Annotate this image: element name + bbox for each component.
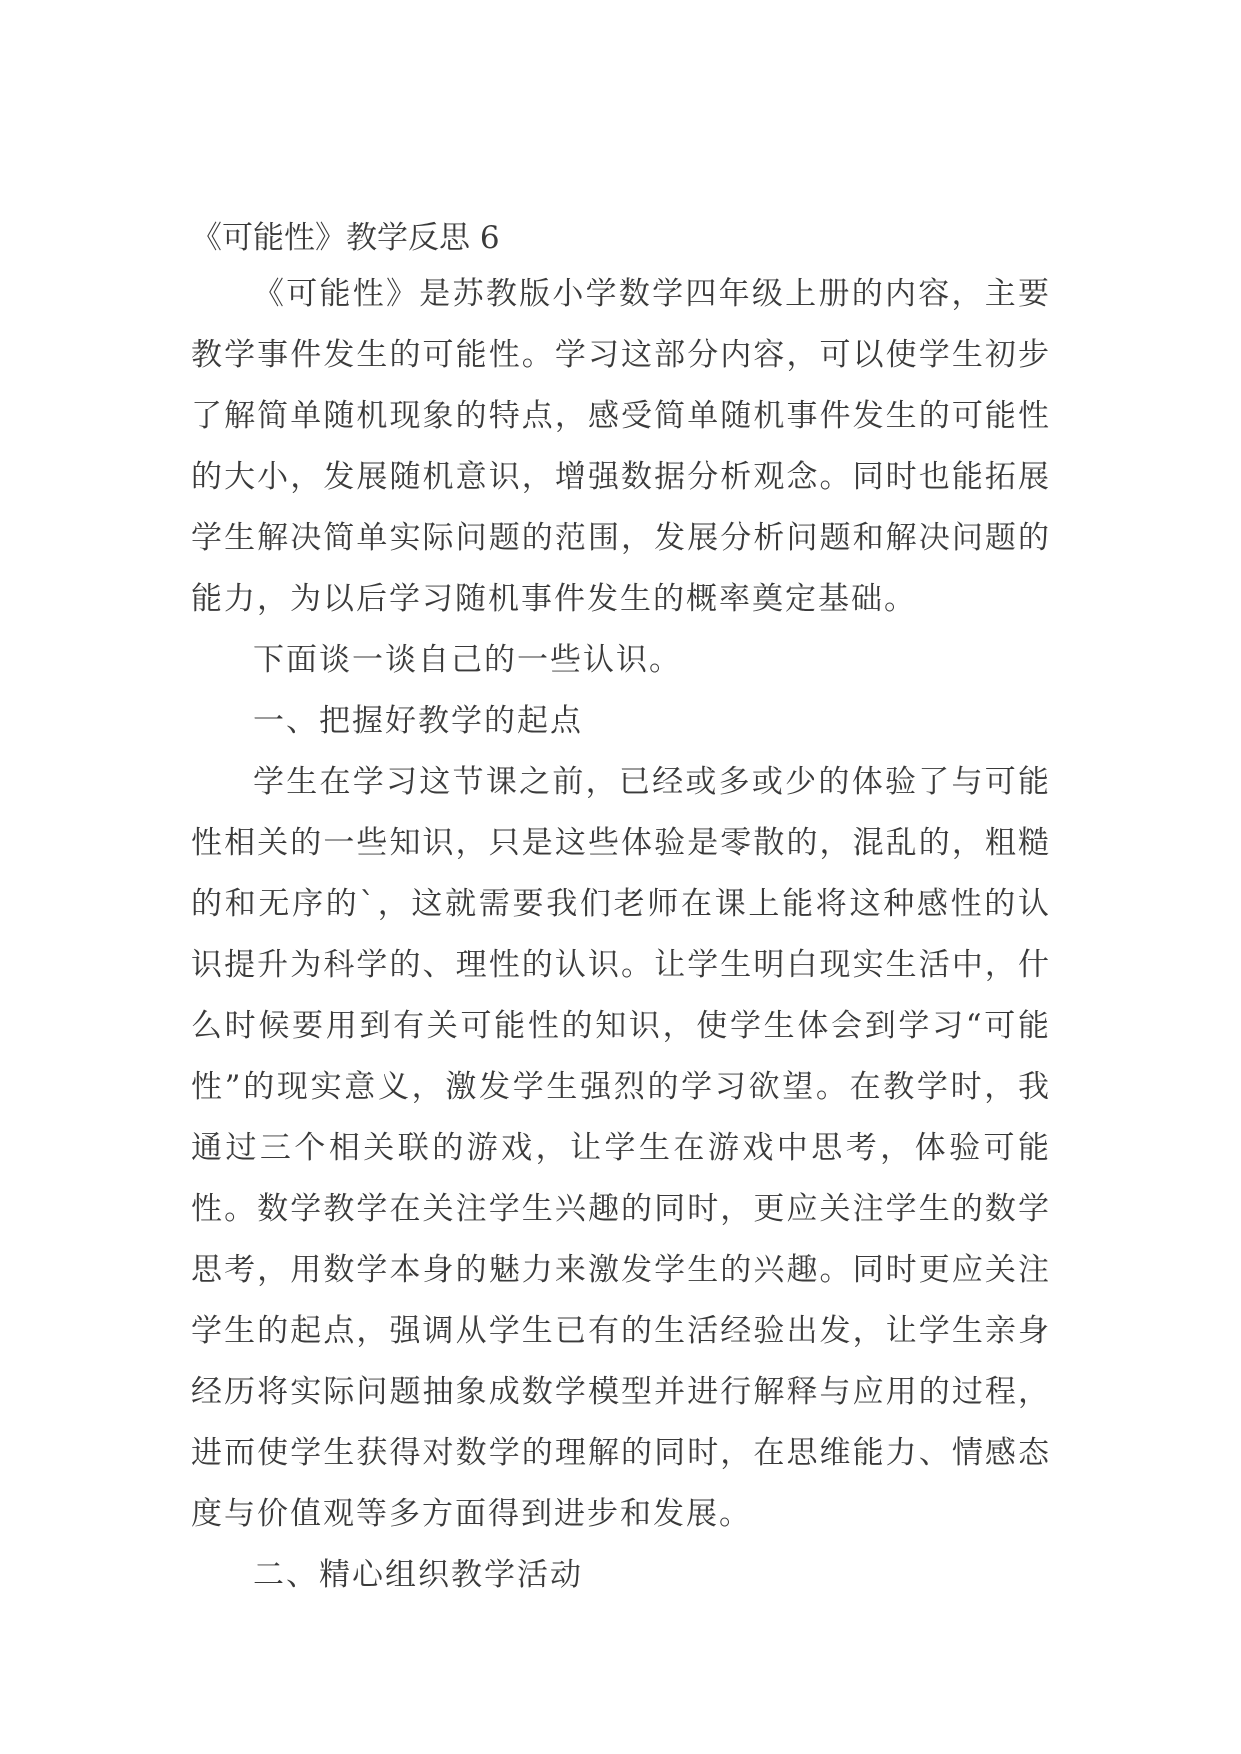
section-heading-2: 二、精心组织教学活动 [253, 1557, 583, 1593]
transition-paragraph: 下面谈一谈自己的一些认识。 [253, 642, 682, 678]
document-title: 《可能性》教学反思 6 [191, 220, 500, 256]
section-heading-1: 一、把握好教学的起点 [253, 703, 583, 739]
section-1-paragraph: 学生在学习这节课之前，已经或多或少的体验了与可能性相关的一些知识，只是这些体验是零散的，混乱的，粗糙的和无序的`，这就需要我们老师在课上能将这种感性的认识提升为科学的、理性的认识。让学生明白现实生活中，什么时候要用到有关可能性的知识，使学生体会到学习“可能性”的现实意义，激发学生强烈的学习欲望。在教学时，我通过三个相关联的游戏，让学生在游戏中思考，体验可能性。数学教学在关注学生兴趣的同时，更应关注学生的数学思考，用数学本身的魅力来激发学生的兴趣。同时更应关注学生的起点，强调从学生已有的生活经验出发，让学生亲身经历将实际问题抽象成数学模型并进行解释与应用的过程，进而使学生获得对数学的理解的同时，在思维能力、情感态度与价值观等多方面得到进步和发展。 [191, 764, 1051, 1532]
document-body [191, 214, 1051, 1606]
intro-paragraph: 《可能性》是苏教版小学数学四年级上册的内容，主要教学事件发生的可能性。学习这部分内容，可以使学生初步了解简单随机现象的特点，感受简单随机事件发生的可能性的大小，发展随机意识，增强数据分析观念。同时也能拓展学生解决简单实际问题的范围，发展分析问题和解决问题的能力，为以后学习随机事件发生的概率奠定基础。 [191, 276, 1051, 617]
